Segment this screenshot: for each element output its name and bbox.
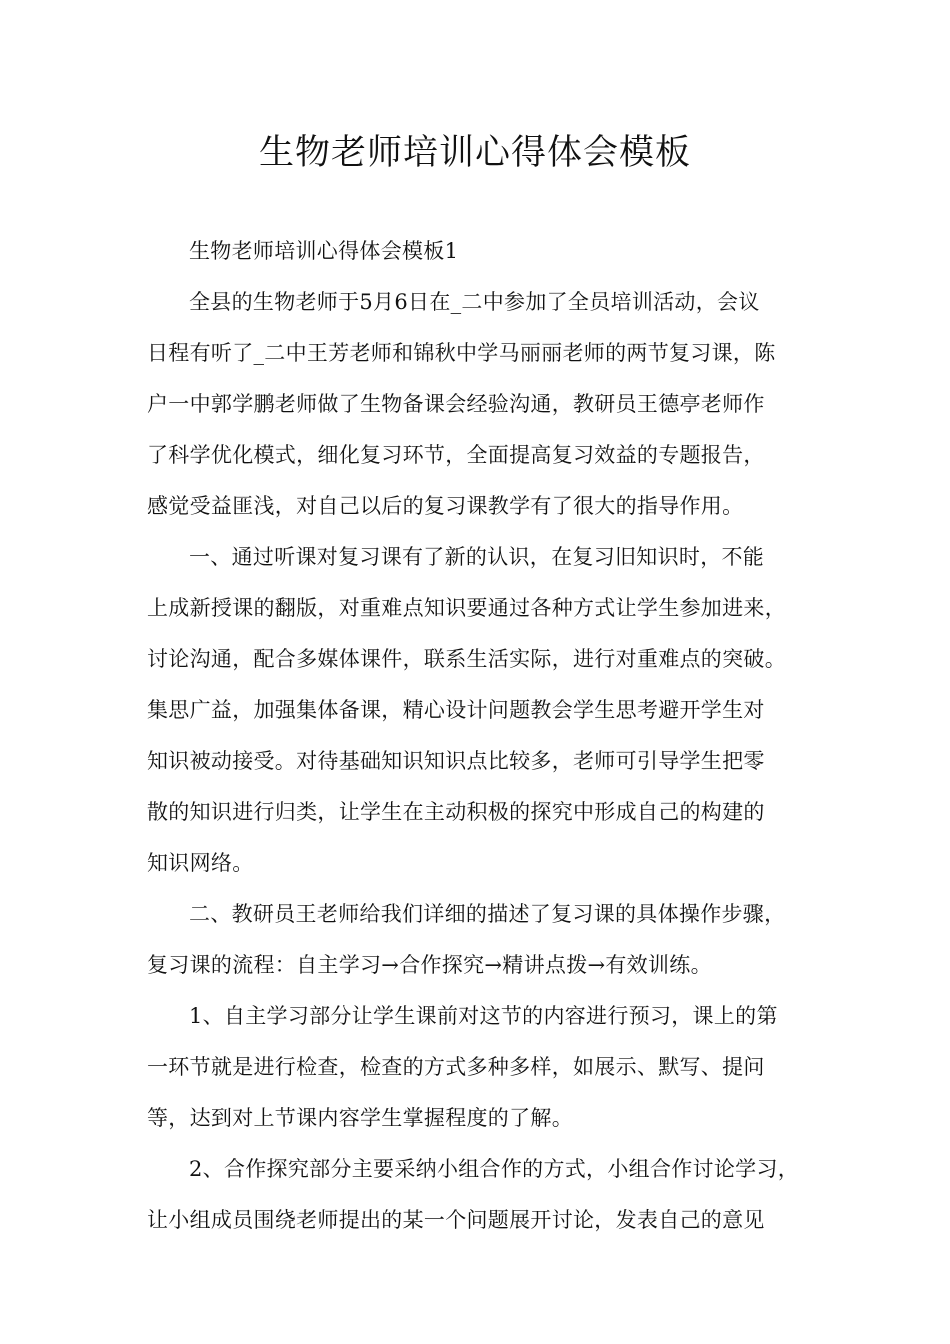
text-line: 上成新授课的翻版，对重难点知识要通过各种方式让学生参加进来， — [147, 596, 786, 620]
text-line: 知识网络。 — [147, 851, 254, 875]
text-line: 讨论沟通，配合多媒体课件，联系生活实际，进行对重难点的突破。 — [147, 647, 786, 671]
text-line: 复习课的流程：自主学习→合作探究→精讲点拨→有效训练。 — [147, 953, 712, 977]
text-line: 让小组成员围绕老师提出的某一个问题展开讨论，发表自己的意见 — [147, 1208, 765, 1232]
text-line: 1、自主学习部分让学生课前对这节的内容进行预习，课上的第 — [189, 1004, 778, 1028]
text-line: 知识被动接受。对待基础知识知识点比较多，老师可引导学生把零 — [147, 749, 765, 773]
text-line: 了科学优化模式，细化复习环节，全面提高复习效益的专题报告， — [147, 443, 765, 467]
text-line: 全县的生物老师于5月6日在_二中参加了全员培训活动，会议 — [189, 290, 760, 314]
text-line: 散的知识进行归类，让学生在主动积极的探究中形成自己的构建的 — [147, 800, 765, 824]
text-line: 生物老师培训心得体会模板1 — [189, 239, 459, 263]
text-line: 二、教研员王老师给我们详细的描述了复习课的具体操作步骤， — [189, 902, 786, 926]
text-line: 户一中郭学鹏老师做了生物备课会经验沟通，教研员王德亭老师作 — [147, 392, 765, 416]
text-line: 感觉受益匪浅，对自己以后的复习课教学有了很大的指导作用。 — [147, 494, 744, 518]
text-line: 一、通过听课对复习课有了新的认识，在复习旧知识时，不能 — [189, 545, 765, 569]
text-line: 日程有听了_二中王芳老师和锦秋中学马丽丽老师的两节复习课，陈 — [147, 341, 776, 365]
text-line: 一环节就是进行检查，检查的方式多种多样，如展示、默写、提问 — [147, 1055, 765, 1079]
text-line: 2、合作探究部分主要采纳小组合作的方式，小组合作讨论学习， — [189, 1157, 800, 1181]
document-body — [147, 226, 832, 1246]
text-line: 集思广益，加强集体备课，精心设计问题教会学生思考避开学生对 — [147, 698, 765, 722]
document-title: 生物老师培训心得体会模板 — [258, 133, 691, 173]
text-line: 等，达到对上节课内容学生掌握程度的了解。 — [147, 1106, 573, 1130]
